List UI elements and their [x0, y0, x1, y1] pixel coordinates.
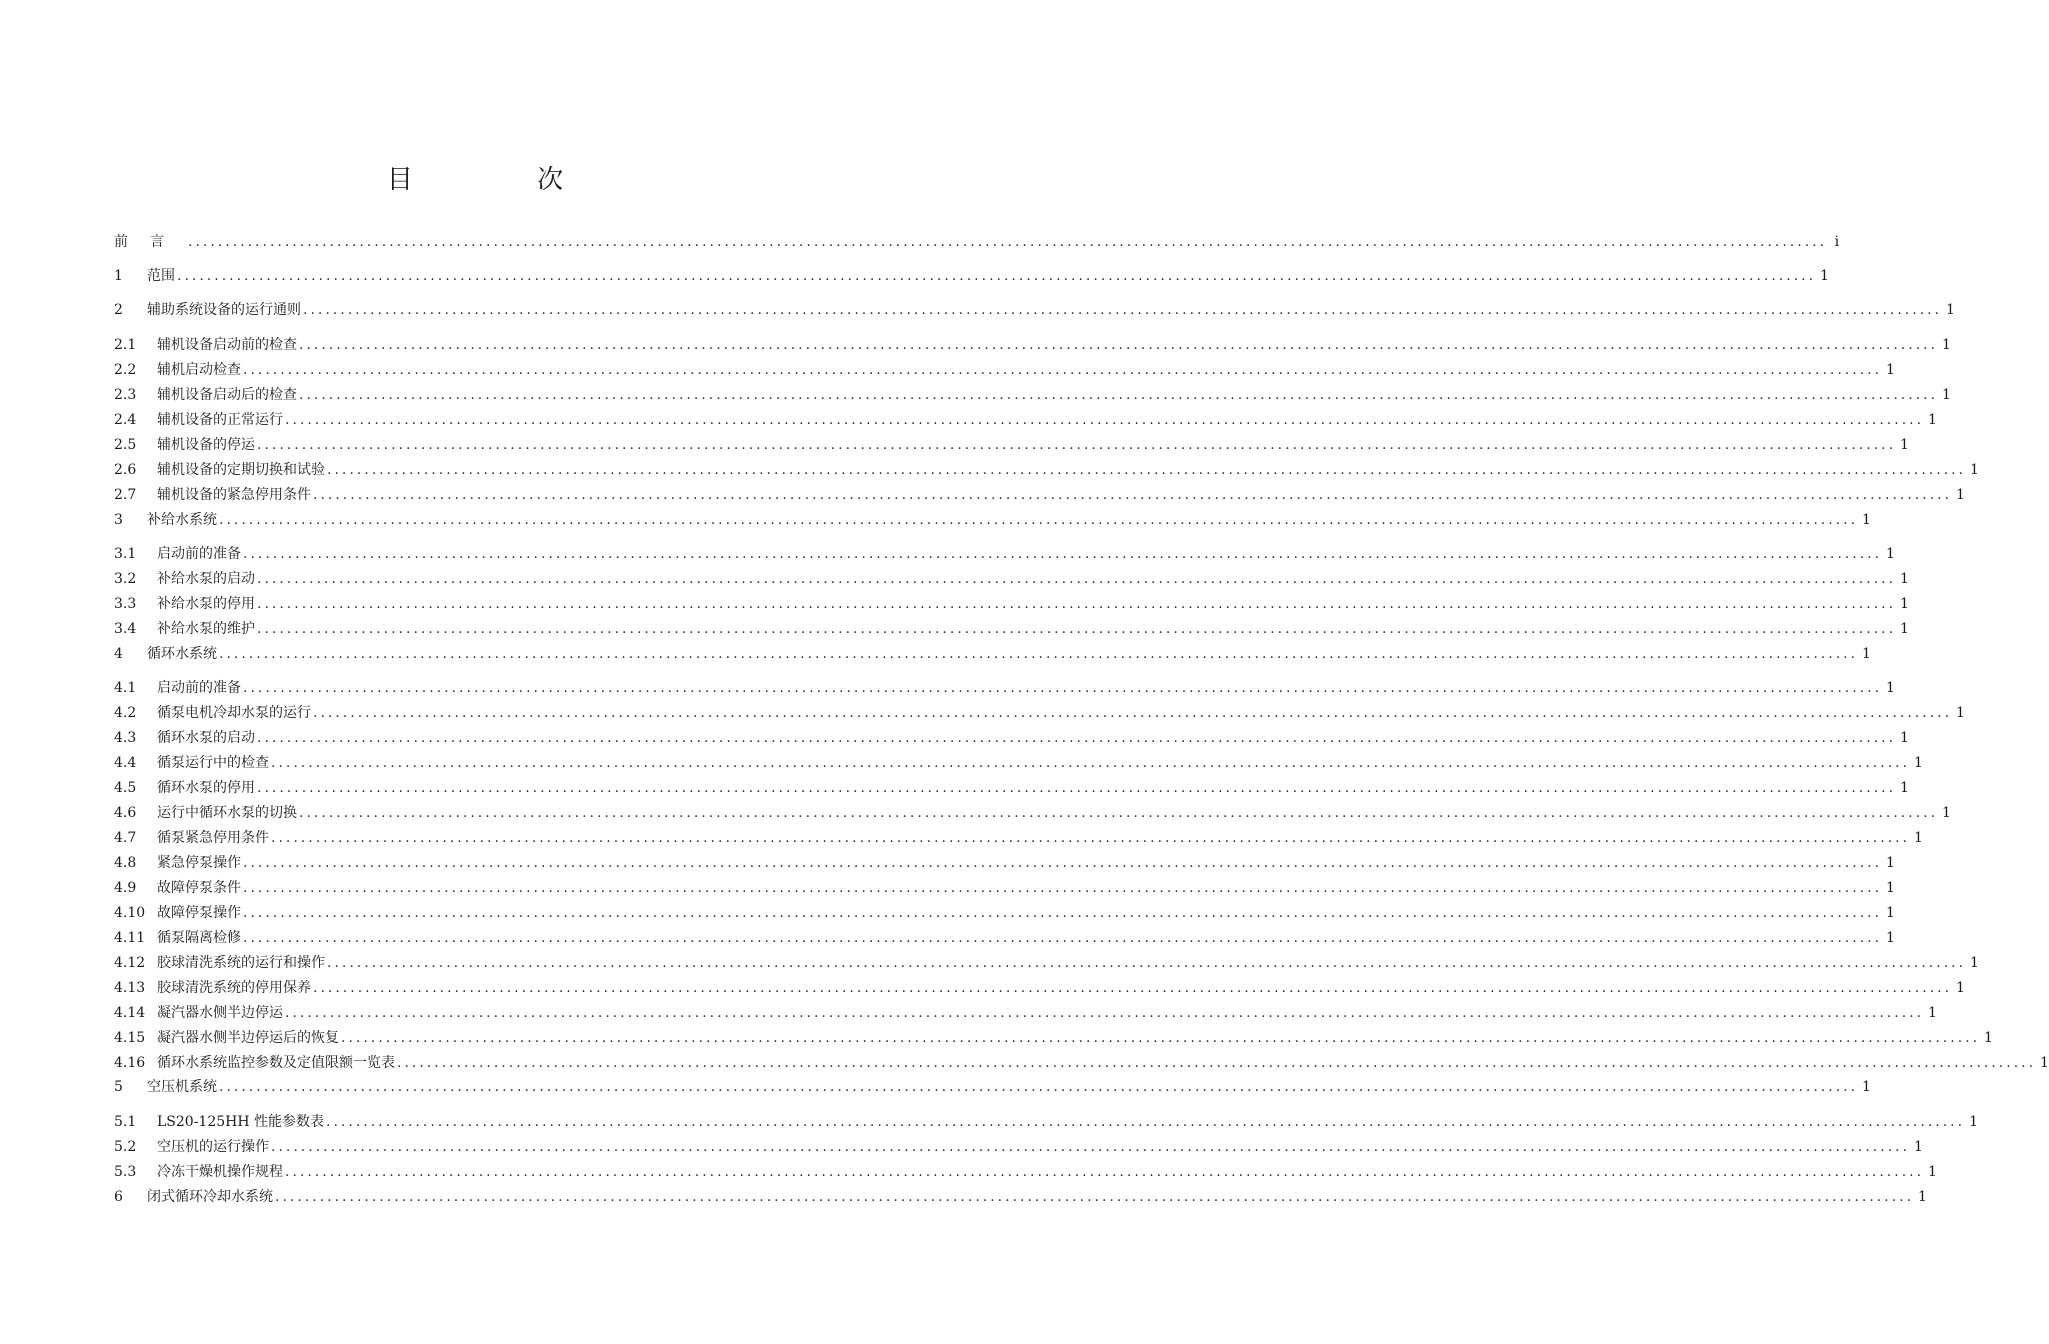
toc-entry[interactable]	[114, 540, 1895, 564]
toc-leader-dots: ............................................................................................................................................................................................................................	[257, 780, 1897, 796]
toc-entry-title: 故障停泵条件	[157, 880, 241, 896]
toc-entry-title: 循环水泵的停用	[157, 780, 255, 796]
toc-entry[interactable]	[114, 899, 1895, 923]
toc-entry-title: 紧急停泵操作	[157, 855, 241, 871]
toc-entry[interactable]	[114, 849, 1895, 873]
toc-entry[interactable]	[114, 506, 1871, 530]
toc-leader-dots: ............................................................................................................................................................................................................................	[177, 268, 1817, 284]
toc-entry-number: 4.7	[114, 830, 137, 846]
toc-entry[interactable]	[114, 1158, 1937, 1182]
toc-entry-number: 2.2	[114, 362, 137, 378]
toc-leader-dots: ............................................................................................................................................................................................................................	[243, 362, 1883, 378]
toc-entry-title: 启动前的准备	[157, 680, 241, 696]
toc-entry[interactable]	[114, 1133, 1923, 1157]
toc-leader-dots: ............................................................................................................................................................................................................................	[299, 337, 1939, 353]
toc-entry-page: 1	[1820, 268, 1829, 284]
toc-entry[interactable]	[114, 1183, 1927, 1207]
toc-entry[interactable]	[114, 296, 1955, 320]
toc-entry-number: 4.1	[114, 680, 137, 696]
toc-entry-page: 1	[1942, 805, 1951, 821]
toc-entry[interactable]	[114, 949, 1979, 973]
toc-entry-number: 2	[114, 302, 123, 318]
toc-entry-title: 故障停泵操作	[157, 905, 241, 921]
toc-entry-title: 辅机设备启动前的检查	[157, 337, 297, 353]
toc-entry[interactable]	[114, 262, 1829, 286]
toc-leader-dots: ............................................................................................................................................................................................................................	[188, 234, 1828, 250]
toc-entry-page: 1	[1900, 571, 1909, 587]
toc-leader-dots: ............................................................................................................................................................................................................................	[219, 1079, 1859, 1095]
toc-entry[interactable]	[114, 1108, 1978, 1132]
toc-entry-page: 1	[1886, 680, 1895, 696]
toc-leader-dots: ............................................................................................................................................................................................................................	[313, 487, 1953, 503]
toc-entry-page: i	[1834, 234, 1840, 250]
toc-entry-title: 凝汽器水侧半边停运后的恢复	[157, 1030, 339, 1046]
toc-entry-number: 4.6	[114, 805, 137, 821]
toc-entry-page: 1	[1928, 1005, 1937, 1021]
toc-entry[interactable]	[114, 590, 1909, 614]
toc-leader-dots: ............................................................................................................................................................................................................................	[327, 955, 1967, 971]
toc-leader-dots: ............................................................................................................................................................................................................................	[257, 571, 1897, 587]
toc-entry-page: 1	[1942, 387, 1951, 403]
toc-entry-page: 1	[2040, 1055, 2049, 1071]
toc-entry-number: 2.3	[114, 387, 137, 403]
toc-entry-number: 5.1	[114, 1114, 137, 1130]
toc-entry-page: 1	[1956, 980, 1965, 996]
toc-entry-number: 4.14	[114, 1005, 146, 1021]
toc-entry-number: 4.11	[114, 930, 146, 946]
toc-entry-page: 1	[1900, 730, 1909, 746]
toc-entry-page: 1	[1900, 621, 1909, 637]
toc-entry-page: 1	[1886, 880, 1895, 896]
toc-entry-title: 循泵运行中的检查	[157, 755, 269, 771]
toc-entry-page: 1	[1970, 462, 1979, 478]
toc-entry-number: 4.5	[114, 780, 137, 796]
toc-entry-page: 1	[1984, 1030, 1993, 1046]
toc-entry-title: 空压机系统	[147, 1079, 217, 1095]
toc-entry-number: 4.8	[114, 855, 137, 871]
toc-leader-dots: ............................................................................................................................................................................................................................	[257, 730, 1897, 746]
toc-entry-number: 5.3	[114, 1164, 137, 1180]
toc-entry-page: 1	[1914, 830, 1923, 846]
toc-entry-page: 1	[1956, 487, 1965, 503]
toc-entry[interactable]	[114, 999, 1937, 1023]
toc-leader-dots: ............................................................................................................................................................................................................................	[243, 680, 1883, 696]
toc-leader-dots: ............................................................................................................................................................................................................................	[219, 512, 1859, 528]
toc-entry-page: 1	[1886, 905, 1895, 921]
toc-entry-page: 1	[1914, 1139, 1923, 1155]
toc-entry-number: 2.1	[114, 337, 137, 353]
toc-entry-number: 3.3	[114, 596, 137, 612]
toc-entry[interactable]	[114, 699, 1965, 723]
toc-entry-number: 5	[114, 1079, 123, 1095]
toc-entry-page: 1	[1918, 1189, 1927, 1205]
toc-leader-dots: ............................................................................................................................................................................................................................	[243, 930, 1883, 946]
toc-entry-title: 空压机的运行操作	[157, 1139, 269, 1155]
toc-entry-title: 辅机设备的定期切换和试验	[157, 462, 325, 478]
toc-entry-number: 3.1	[114, 546, 137, 562]
toc-entry[interactable]	[114, 724, 1909, 748]
toc-entry-page: 1	[1914, 755, 1923, 771]
toc-entry-page: 1	[1900, 437, 1909, 453]
toc-entry-title: 循环水系统	[147, 646, 217, 662]
toc-entry-number: 2.6	[114, 462, 137, 478]
toc-entry-number: 2.7	[114, 487, 137, 503]
toc-entry[interactable]	[114, 565, 1909, 589]
toc-entry[interactable]	[114, 456, 1979, 480]
toc-entry-number: 4.15	[114, 1030, 146, 1046]
toc-entry[interactable]	[114, 381, 1951, 405]
toc-leader-dots: ............................................................................................................................................................................................................................	[313, 980, 1953, 996]
toc-entry-title: 范围	[147, 268, 175, 284]
toc-leader-dots: ............................................................................................................................................................................................................................	[271, 1139, 1911, 1155]
toc-leader-dots: ............................................................................................................................................................................................................................	[257, 437, 1897, 453]
toc-entry-title: 辅机启动检查	[157, 362, 241, 378]
toc-entry[interactable]	[114, 799, 1951, 823]
toc-entry[interactable]	[114, 974, 1965, 998]
toc-leader-dots: ............................................................................................................................................................................................................................	[219, 646, 1859, 662]
toc-entry-page: 1	[1970, 955, 1979, 971]
toc-entry-title: 补给水泵的停用	[157, 596, 255, 612]
toc-entry-number: 4.9	[114, 880, 137, 896]
toc-leader-dots: ............................................................................................................................................................................................................................	[243, 855, 1883, 871]
toc-leader-dots: ............................................................................................................................................................................................................................	[243, 905, 1883, 921]
toc-entry[interactable]	[114, 674, 1895, 698]
toc-entry-number: 2.4	[114, 412, 137, 428]
toc-entry-title: 辅机设备的正常运行	[157, 412, 283, 428]
toc-entry-title: 胶球清洗系统的停用保养	[157, 980, 311, 996]
toc-entry-title: 闭式循环冷却水系统	[147, 1189, 273, 1205]
toc-entry-title: 冷冻干燥机操作规程	[157, 1164, 283, 1180]
toc-entry[interactable]	[114, 824, 1923, 848]
toc-leader-dots: ............................................................................................................................................................................................................................	[397, 1055, 2037, 1071]
toc-entry-title: 启动前的准备	[157, 546, 241, 562]
toc-leader-dots: ............................................................................................................................................................................................................................	[299, 387, 1939, 403]
toc-entry-title: 辅机设备的停运	[157, 437, 255, 453]
toc-entry-title: 凝汽器水侧半边停运	[157, 1005, 283, 1021]
toc-entry[interactable]	[114, 774, 1909, 798]
toc-entry-number: 4.2	[114, 705, 137, 721]
toc-leader-dots: ............................................................................................................................................................................................................................	[243, 880, 1883, 896]
toc-entry-number: 4.16	[114, 1055, 146, 1071]
toc-leader-dots: ............................................................................................................................................................................................................................	[285, 412, 1925, 428]
toc-leader-dots: ............................................................................................................................................................................................................................	[257, 621, 1897, 637]
toc-entry-page: 1	[1886, 855, 1895, 871]
toc-entry-title: 循泵隔离检修	[157, 930, 241, 946]
toc-entry-page: 1	[1862, 1079, 1871, 1095]
toc-entry[interactable]	[114, 924, 1895, 948]
toc-entry-title: LS20-125HH 性能参数表	[157, 1114, 325, 1130]
toc-entry-number: 3.2	[114, 571, 137, 587]
toc-entry-page: 1	[1942, 337, 1951, 353]
toc-leader-dots: ............................................................................................................................................................................................................................	[257, 596, 1897, 612]
toc-entry-page: 1	[1862, 646, 1871, 662]
toc-entry[interactable]	[114, 331, 1951, 355]
toc-entry-title: 辅助系统设备的运行通则	[147, 302, 301, 318]
toc-entry-title: 运行中循环水泵的切换	[157, 805, 297, 821]
toc-entry[interactable]	[114, 356, 1895, 380]
toc-entry-title: 循环水系统监控参数及定值限额一览表	[157, 1055, 395, 1071]
toc-leader-dots: ............................................................................................................................................................................................................................	[299, 805, 1939, 821]
toc-entry-number: 2.5	[114, 437, 137, 453]
toc-entry-title: 辅机设备的紧急停用条件	[157, 487, 311, 503]
toc-entry-title: 补给水泵的启动	[157, 571, 255, 587]
toc-leader-dots: ............................................................................................................................................................................................................................	[326, 1114, 1966, 1130]
toc-entry-page: 1	[1862, 512, 1871, 528]
toc-entry-number: 5.2	[114, 1139, 137, 1155]
toc-entry-page: 1	[1886, 546, 1895, 562]
toc-entry[interactable]	[114, 228, 1840, 252]
toc-entry-number: 4.10	[114, 905, 146, 921]
toc-entry-title: 前言	[114, 234, 186, 250]
toc-entry-title: 胶球清洗系统的运行和操作	[157, 955, 325, 971]
toc-entry-page: 1	[1886, 362, 1895, 378]
toc-leader-dots: ............................................................................................................................................................................................................................	[285, 1164, 1925, 1180]
toc-entry-number: 4.3	[114, 730, 137, 746]
toc-entry-number: 4	[114, 646, 123, 662]
toc-leader-dots: ............................................................................................................................................................................................................................	[243, 546, 1883, 562]
toc-leader-dots: ............................................................................................................................................................................................................................	[303, 302, 1943, 318]
toc-entry-page: 1	[1956, 705, 1965, 721]
toc-entry-page: 1	[1928, 412, 1937, 428]
toc-leader-dots: ............................................................................................................................................................................................................................	[313, 705, 1953, 721]
toc-entry[interactable]	[114, 640, 1871, 664]
toc-entry-title: 辅机设备启动后的检查	[157, 387, 297, 403]
toc-leader-dots: ............................................................................................................................................................................................................................	[327, 462, 1967, 478]
toc-entry-page: 1	[1969, 1114, 1978, 1130]
toc-entry[interactable]	[114, 1073, 1871, 1097]
toc-entry[interactable]	[114, 874, 1895, 898]
toc-entry[interactable]	[114, 749, 1923, 773]
toc-entry[interactable]	[114, 481, 1965, 505]
toc-entry-title: 循泵电机冷却水泵的运行	[157, 705, 311, 721]
toc-leader-dots: ............................................................................................................................................................................................................................	[271, 830, 1911, 846]
toc-entry[interactable]	[114, 1049, 2049, 1073]
toc-entry-page: 1	[1900, 780, 1909, 796]
toc-entry-number: 4.12	[114, 955, 146, 971]
toc-entry[interactable]	[114, 615, 1909, 639]
page-title: 目 次	[386, 165, 622, 195]
toc-entry-number: 6	[114, 1189, 123, 1205]
toc-entry-page: 1	[1928, 1164, 1937, 1180]
toc-leader-dots: ............................................................................................................................................................................................................................	[285, 1005, 1925, 1021]
toc-entry[interactable]	[114, 406, 1937, 430]
toc-leader-dots: ............................................................................................................................................................................................................................	[275, 1189, 1915, 1205]
toc-entry-number: 4.4	[114, 755, 137, 771]
toc-leader-dots: ............................................................................................................................................................................................................................	[341, 1030, 1981, 1046]
toc-entry-number: 1	[114, 268, 123, 284]
toc-entry-number: 3.4	[114, 621, 137, 637]
toc-entry-page: 1	[1900, 596, 1909, 612]
toc-entry-page: 1	[1886, 930, 1895, 946]
toc-leader-dots: ............................................................................................................................................................................................................................	[271, 755, 1911, 771]
toc-entry[interactable]	[114, 1024, 1993, 1048]
toc-entry[interactable]	[114, 431, 1909, 455]
toc-entry-page: 1	[1946, 302, 1955, 318]
toc-entry-title: 循泵紧急停用条件	[157, 830, 269, 846]
toc-entry-title: 补给水系统	[147, 512, 217, 528]
toc-entry-title: 循环水泵的启动	[157, 730, 255, 746]
toc-entry-number: 3	[114, 512, 123, 528]
toc-entry-number: 4.13	[114, 980, 146, 996]
toc-entry-title: 补给水泵的维护	[157, 621, 255, 637]
